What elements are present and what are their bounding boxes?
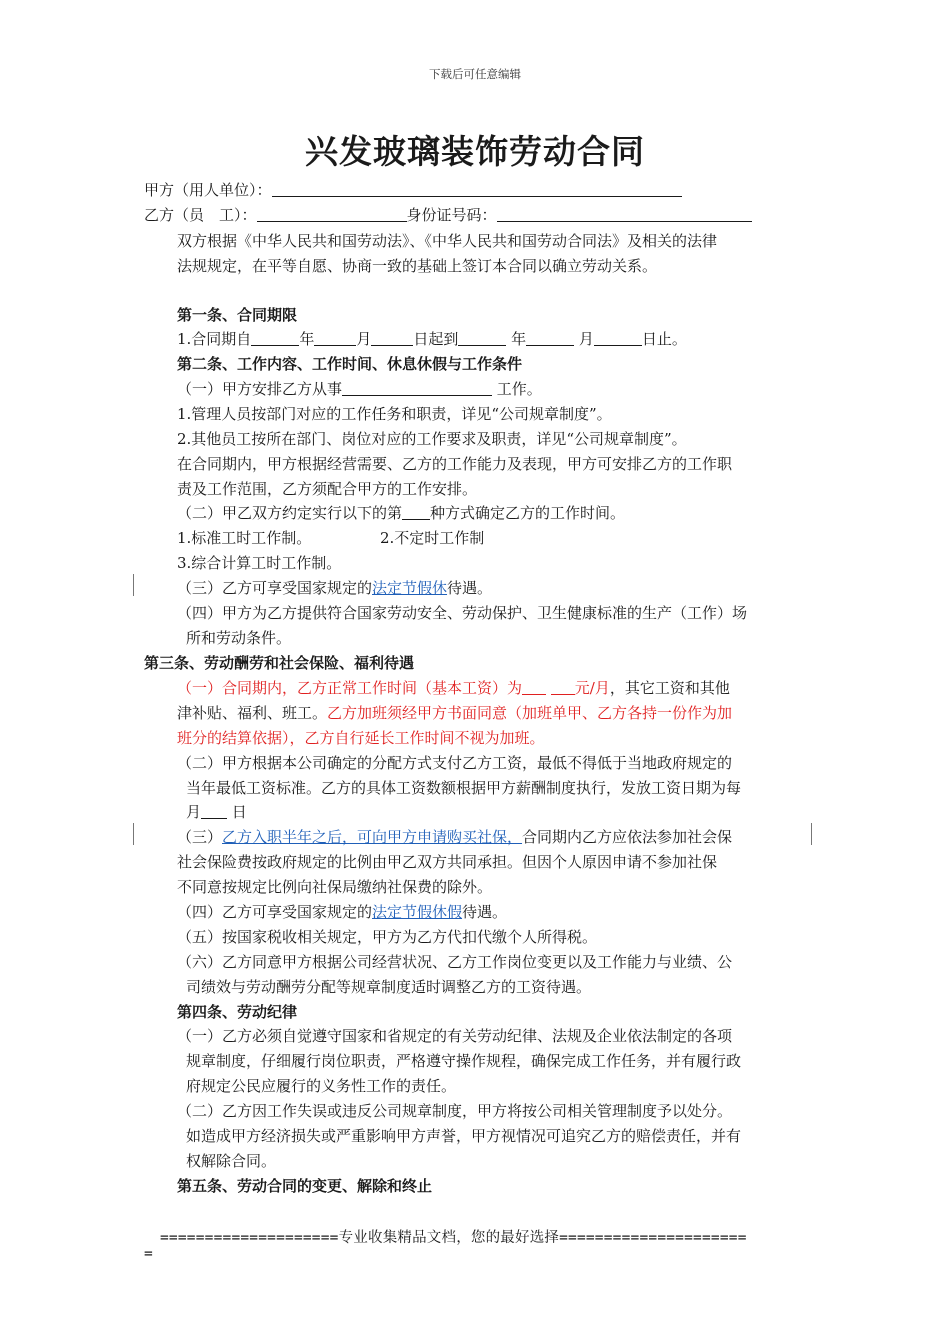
article-5-title: 第五条、劳动合同的变更、解除和终止	[177, 1177, 433, 1195]
article-2-p6b: 2.不定时工作制	[380, 529, 485, 547]
article-3-p5b: 社会保险费按政府规定的比例由甲乙双方共同承担。但因个人原因申请不参加社保	[177, 853, 718, 871]
text: 津补贴、福利、班工。	[177, 704, 328, 722]
article-3-p5	[177, 827, 732, 847]
revision-bar	[133, 823, 134, 845]
text: 日	[227, 803, 247, 821]
text: 月	[186, 803, 202, 821]
term-text: 年	[506, 330, 527, 348]
party-a-line	[144, 180, 682, 200]
article-3-p4a: （二）甲方根据本公司确定的分配方式支付乙方工资，最低不得低于当地政府规定的	[177, 754, 733, 772]
article-3-p2	[177, 703, 732, 723]
holiday-link[interactable]: 法定节假休	[372, 579, 448, 597]
party-b-label: 乙方（员 工）：	[144, 206, 257, 224]
term-text: 日起到	[413, 330, 459, 348]
text: （一）甲方安排乙方从事	[177, 380, 343, 398]
blank	[201, 803, 227, 819]
salary-blank	[522, 679, 546, 695]
text: 合同期内乙方应依法参加社会保	[522, 828, 733, 846]
holiday-link[interactable]: 法定节假休假	[372, 903, 463, 921]
article-2-p4a: 在合同期内，甲方根据经营需要、乙方的工作能力及表现，甲方可安排乙方的工作职	[177, 455, 733, 473]
article-2-p3: 2.其他员工按所在部门、岗位对应的工作要求及职责，详见“公司规章制度”。	[177, 430, 687, 448]
article-2-p8	[177, 578, 492, 598]
party-a-label: 甲方（用人单位）：	[144, 181, 272, 199]
term-text: 月	[356, 330, 372, 348]
article-3-title: 第三条、劳动酬劳和社会保险、福利待遇	[144, 654, 415, 672]
article-4-p1c: 府规定公民应履行的义务性工作的责任。	[186, 1077, 457, 1095]
text: ，其它工资和其他	[609, 679, 730, 697]
article-3-p1	[177, 678, 730, 698]
article-2-p5	[177, 503, 625, 523]
article-4-p2b: 如造成甲方经济损失或严重影响甲方声誉，甲方视情况可追究乙方的赔偿责任，并有	[186, 1127, 742, 1145]
article-2-p6a: 1.标准工时工作制。	[177, 529, 312, 547]
article-3-p8a: （六）乙方同意甲方根据公司经营状况、乙方工作岗位变更以及工作能力与业绩、公	[177, 953, 733, 971]
intro-line-1: 双方根据《中华人民共和国劳动法》、《中华人民共和国劳动合同法》及相关的法律	[177, 232, 718, 250]
article-2-p7: 3.综合计算工时工作制。	[177, 554, 342, 572]
article-3-p5c: 不同意按规定比例向社保局缴纳社保费的除外。	[177, 878, 493, 896]
article-2-p1	[177, 379, 542, 399]
article-2-title: 第二条、工作内容、工作时间、休息休假与工作条件	[177, 355, 523, 373]
term-text: 日止。	[641, 330, 687, 348]
term-text: 年	[299, 330, 315, 348]
revision-bar	[811, 823, 812, 845]
article-3-p3: 班分的结算依据），乙方自行延长工作时间不视为加班。	[177, 729, 545, 747]
text: （二）甲乙双方约定实行以下的第	[177, 504, 403, 522]
text: （三）	[177, 828, 223, 846]
article-3-p4c	[186, 802, 247, 822]
article-3-p6	[177, 902, 507, 922]
job-blank	[342, 380, 492, 396]
blank	[458, 330, 506, 346]
article-3-p7: （五）按国家税收相关规定，甲方为乙方代扣代缴个人所得税。	[177, 928, 598, 946]
party-b-blank	[257, 206, 407, 222]
term-text: 1.合同期自	[177, 330, 252, 348]
text: （一）合同期内，乙方正常工作时间（基本工资）为	[177, 679, 523, 697]
article-4-title: 第四条、劳动纪律	[177, 1003, 298, 1021]
text: 待遇。	[462, 903, 508, 921]
article-3-p8b: 司绩效与劳动酬劳分配等规章制度适时调整乙方的工资待遇。	[186, 978, 592, 996]
article-2-p4b: 责及工作范围，乙方须配合甲方的工作安排。	[177, 480, 478, 498]
article-4-p2c: 权解除合同。	[186, 1152, 277, 1170]
article-4-p1a: （一）乙方必须自觉遵守国家和省规定的有关劳动纪律、法规及企业依法制定的各项	[177, 1027, 733, 1045]
article-2-p2: 1.管理人员按部门对应的工作任务和职责，详见“公司规章制度”。	[177, 405, 612, 423]
article-3-p4b: 当年最低工资标准。乙方的具体工资数额根据甲方薪酬制度执行，发放工资日期为每	[186, 779, 742, 797]
party-b-line	[144, 205, 752, 225]
blank	[402, 504, 430, 520]
text: 待遇。	[447, 579, 493, 597]
footer-banner-tail: =	[144, 1246, 153, 1262]
overtime-text: 乙方加班须经甲方书面同意（加班单甲、乙方各持一份作为加	[327, 704, 733, 722]
id-blank	[497, 206, 752, 222]
text: 工作。	[492, 380, 542, 398]
text: （三）乙方可享受国家规定的	[177, 579, 373, 597]
article-2-p9b: 所和劳动条件。	[186, 629, 292, 647]
salary-blank	[551, 679, 575, 695]
blank	[251, 330, 299, 346]
blank	[371, 330, 413, 346]
text: （四）乙方可享受国家规定的	[177, 903, 373, 921]
article-4-p2a: （二）乙方因工作失误或违反公司规章制度，甲方将按公司相关管理制度予以处分。	[177, 1102, 733, 1120]
party-a-blank	[272, 181, 682, 197]
article-1-term	[177, 329, 687, 349]
article-1-title: 第一条、合同期限	[177, 306, 298, 324]
text: 元/月	[574, 679, 610, 697]
social-insurance-link[interactable]: 乙方入职半年之后，可向甲方申请购买社保，	[222, 828, 523, 846]
text: 种方式确定乙方的工作时间。	[430, 504, 626, 522]
blank	[526, 330, 574, 346]
term-text: 月	[574, 330, 594, 348]
header-note: 下载后可任意编辑	[429, 67, 521, 81]
article-4-p1b: 规章制度，仔细履行岗位职责，严格遵守操作规程，确保完成工作任务，并有履行政	[186, 1052, 742, 1070]
document-title: 兴发玻璃装饰劳动合同	[305, 132, 645, 171]
revision-bar	[133, 574, 134, 596]
blank	[594, 330, 642, 346]
article-2-p9a: （四）甲方为乙方提供符合国家劳动安全、劳动保护、卫生健康标准的生产（工作）场	[177, 604, 748, 622]
intro-line-2: 法规规定，在平等自愿、协商一致的基础上签订本合同以确立劳动关系。	[177, 257, 658, 275]
id-label: 身份证号码：	[406, 206, 497, 224]
blank	[314, 330, 356, 346]
footer-banner: ====================专业收集精品文档，您的最好选择=====================	[160, 1230, 747, 1246]
